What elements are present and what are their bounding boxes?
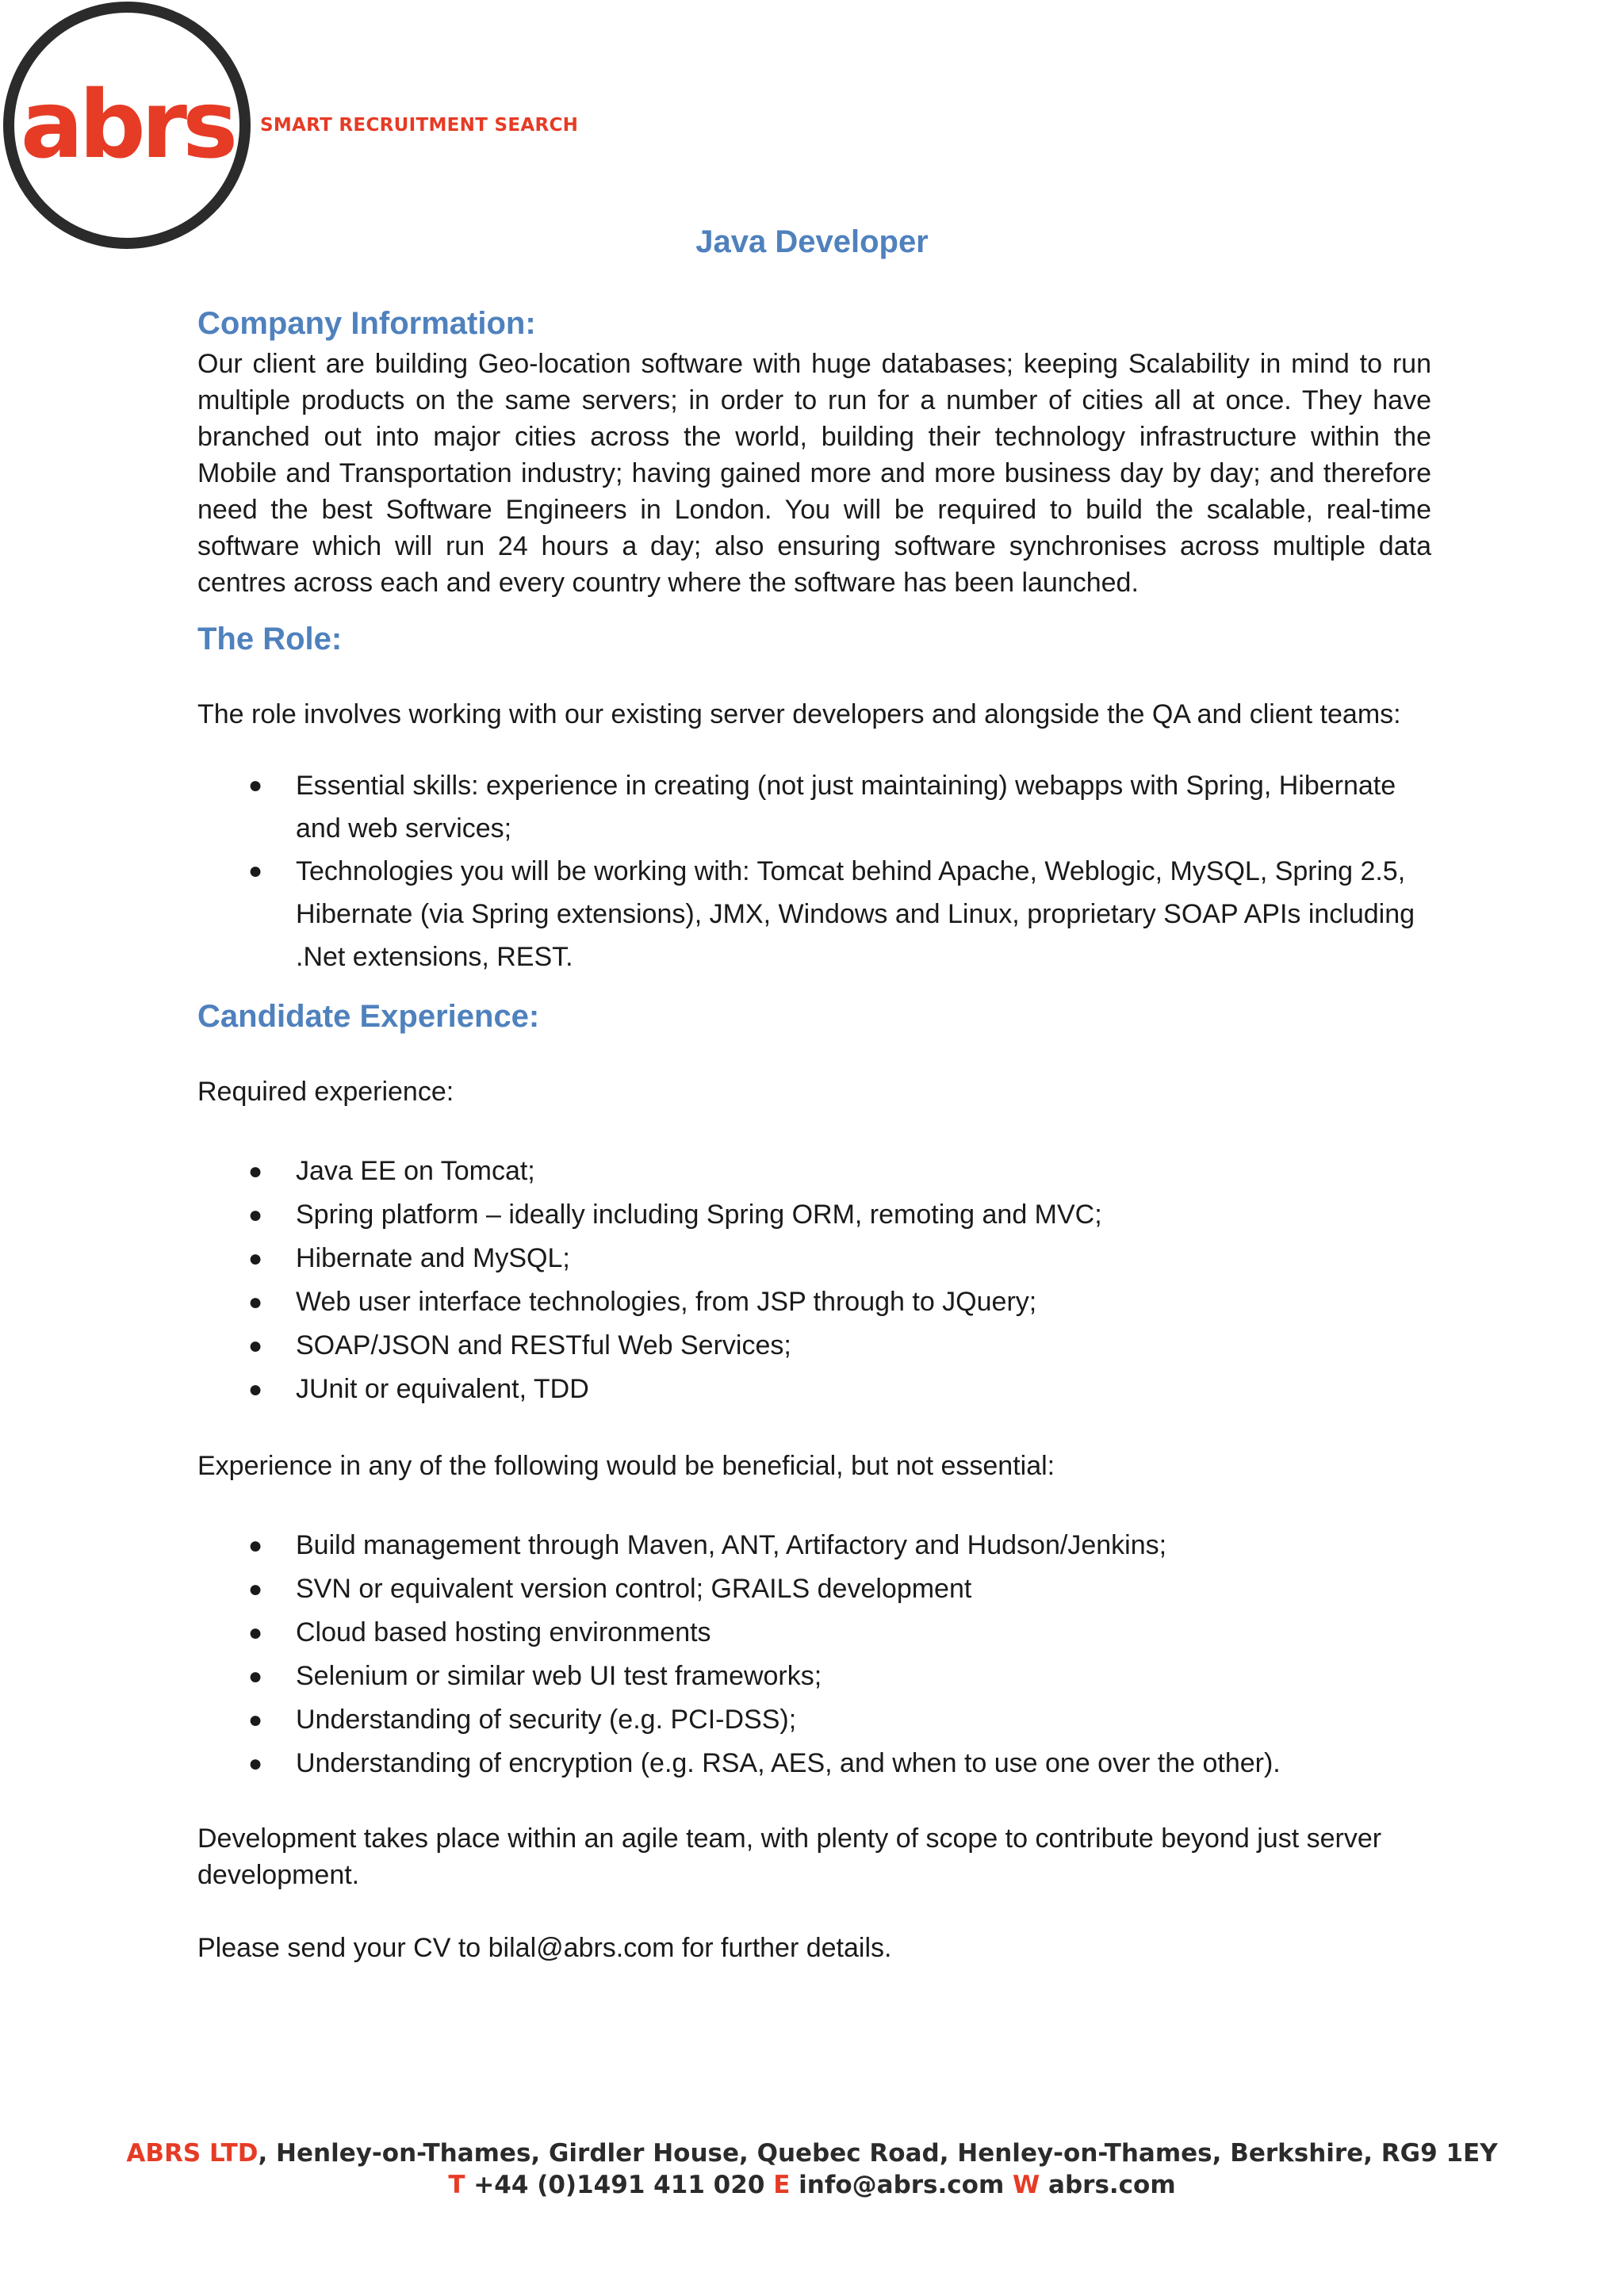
candidate-heading: Candidate Experience: [197, 999, 540, 1034]
bullet-icon: ● [248, 1158, 263, 1184]
list-item: ● Understanding of security (e.g. PCI-DSS); [197, 1698, 1431, 1742]
document-title: Java Developer [695, 224, 929, 259]
bullet-icon: ● [248, 772, 263, 798]
role-list [197, 764, 1431, 978]
list-item: ● Web user interface technologies, from JSP through to JQuery; [197, 1280, 1431, 1324]
required-list [197, 1150, 1431, 1411]
bullet-icon: ● [248, 1663, 263, 1689]
bullet-icon: ● [248, 1576, 263, 1602]
bullet-icon: ● [248, 1333, 263, 1359]
bullet-icon: ● [248, 1707, 263, 1733]
logo-word: abrs [20, 70, 234, 179]
role-intro: The role involves working with our existing server developers and alongside the QA and client teams: [197, 699, 1401, 729]
bullet-icon: ● [248, 1620, 263, 1646]
list-item: ● Spring platform – ideally including Spring ORM, remoting and MVC; [197, 1193, 1431, 1237]
footer [0, 2137, 1624, 2201]
bullet-icon: ● [248, 1289, 263, 1315]
beneficial-label: Experience in any of the following would be beneficial, but not essential: [197, 1451, 1055, 1481]
agile-paragraph: Development takes place within an agile team, with plenty of scope to contribute beyond just server development. [197, 1823, 1382, 1890]
bullet-icon: ● [248, 1751, 263, 1777]
list-item: ● Understanding of encryption (e.g. RSA, AES, and when to use one over the other). [197, 1742, 1431, 1785]
bullet-icon: ● [248, 1533, 263, 1559]
list-item: ● Build management through Maven, ANT, Artifactory and Hudson/Jenkins; [197, 1524, 1431, 1567]
footer-contact-line [0, 2169, 1624, 2201]
footer-company: ABRS LTD [126, 2139, 259, 2168]
bullet-icon: ● [248, 1202, 263, 1228]
footer-address: , Henley-on-Thames, Girdler House, Quebec Road, Henley-on-Thames, Berkshire, RG9 1EY [258, 2139, 1498, 2168]
bullet-icon: ● [248, 1246, 263, 1272]
footer-phone: +44 (0)1491 411 020 [465, 2171, 774, 2199]
footer-email: info@abrs.com [790, 2171, 1013, 2199]
list-item: ● SOAP/JSON and RESTful Web Services; [197, 1324, 1431, 1368]
email-label: E [773, 2171, 791, 2199]
logo-tagline: SMART RECRUITMENT SEARCH [260, 115, 579, 136]
list-item: ● Hibernate and MySQL; [197, 1237, 1431, 1280]
web-label: W [1013, 2171, 1040, 2199]
beneficial-list [197, 1524, 1431, 1785]
bullet-icon: ● [248, 858, 263, 884]
list-item: ● SVN or equivalent version control; GRAILS development [197, 1567, 1431, 1611]
list-item: ● JUnit or equivalent, TDD [197, 1368, 1431, 1411]
abrs-logo [3, 2, 251, 249]
phone-label: T [448, 2171, 465, 2199]
list-item: ● Technologies you will be working with: Tomcat behind Apache, Weblogic, MySQL, Spring 2.5, Hibernate (via Spring extensions), JMX, Windows and Linux, proprietary SOAP APIs including .Net extensions, REST. [197, 850, 1431, 978]
contact-paragraph: Please send your CV to bilal@abrs.com for further details. [197, 1933, 892, 1963]
list-item: ● Java EE on Tomcat; [197, 1150, 1431, 1193]
footer-address-line [0, 2137, 1624, 2169]
list-item: ● Selenium or similar web UI test frameworks; [197, 1655, 1431, 1698]
bullet-icon: ● [248, 1376, 263, 1402]
company-heading: Company Information: [197, 306, 536, 341]
document-body [197, 301, 1431, 1966]
role-heading: The Role: [197, 622, 343, 656]
list-item: ● Essential skills: experience in creating (not just maintaining) webapps with Spring, Hibernate and web services; [197, 764, 1431, 850]
list-item: ● Cloud based hosting environments [197, 1611, 1431, 1655]
required-label: Required experience: [197, 1077, 454, 1107]
company-paragraph: Our client are building Geo-location software with huge databases; keeping Scalability in mind to run multiple products on the same servers; in order to run for a number of cities all at once. They have branched out into major cities across the world, building their technology infrastructure within the Mobile and Transportation industry; having gained more and more business day by day; and therefore need the best Software Engineers in London. You will be required to build the scalable, real-time software which will run 24 hours a day; also ensuring software synchronises across multiple data centres across each and every country where the software has been launched. [197, 349, 1431, 598]
footer-web: abrs.com [1040, 2171, 1176, 2199]
